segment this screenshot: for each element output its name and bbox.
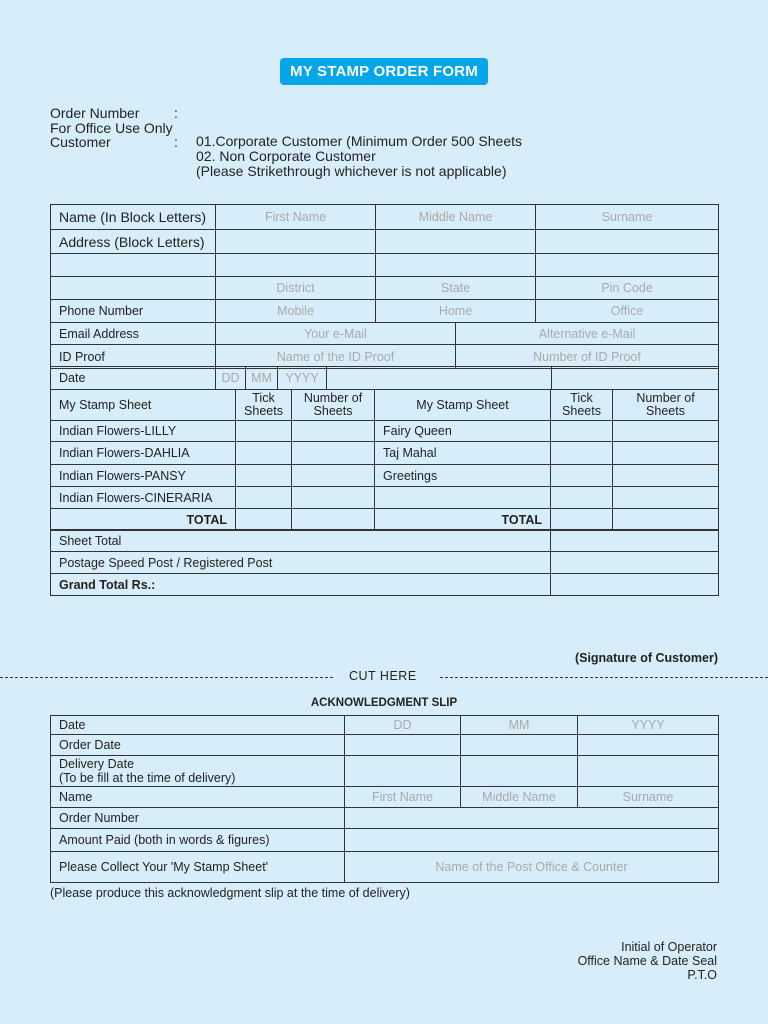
date-mm-field[interactable]: MM [246,367,278,390]
qty-lilly[interactable] [292,421,375,442]
signature-label: (Signature of Customer) [574,651,718,665]
email-label: Email Address [51,323,216,345]
tick-cineraria[interactable] [236,487,292,509]
ack-date-mm[interactable]: MM [461,716,578,735]
ack-title: ACKNOWLEDGMENT SLIP [310,697,458,709]
tick-greetings[interactable] [551,465,613,487]
qty-dahlia[interactable] [292,442,375,465]
office-phone-field[interactable]: Office [536,300,719,323]
date-yyyy-field[interactable]: YYYY [278,367,327,390]
state-field[interactable]: State [376,277,536,300]
sheet-item-dahlia: Indian Flowers-DAHLIA [51,442,236,465]
qty-pansy[interactable] [292,465,375,487]
ack-order-number-label: Order Number [51,808,345,829]
district-blank-label [51,277,216,300]
ack-collect-label: Please Collect Your 'My Stamp Sheet' [51,852,345,883]
id-proof-label: ID Proof [51,345,216,369]
number-header-right: Number of Sheets [613,390,719,421]
cut-here-label: CUT HERE [349,669,417,683]
form-title: MY STAMP ORDER FORM [280,58,488,85]
address-blank-label [51,254,216,277]
sheet-header-left: My Stamp Sheet [51,390,236,421]
total-qty-right[interactable] [613,509,719,531]
cut-line-right [440,677,768,678]
qty-greetings[interactable] [613,465,719,487]
pto-label: P.T.O [687,968,717,982]
district-field[interactable]: District [216,277,376,300]
id-proof-name-field[interactable]: Name of the ID Proof [216,345,456,369]
address-field-2[interactable] [376,230,536,254]
sheet-item-taj-mahal: Taj Mahal [375,442,551,465]
id-proof-number-field[interactable]: Number of ID Proof [456,345,719,369]
number-header-left: Number of Sheets [292,390,375,421]
operator-initial-label: Initial of Operator [621,940,717,954]
tick-pansy[interactable] [236,465,292,487]
tick-dahlia[interactable] [236,442,292,465]
tick-header-right: Tick Sheets [551,390,613,421]
qty-cineraria[interactable] [292,487,375,509]
ack-post-office-field[interactable]: Name of the Post Office & Counter [345,852,719,883]
qty-fairy-queen[interactable] [613,421,719,442]
alt-email-field[interactable]: Alternative e-Mail [456,323,719,345]
total-tick-right[interactable] [551,509,613,531]
ack-delivery-date-yyyy[interactable] [578,756,719,787]
ack-table [50,715,719,883]
order-number-colon: : [174,105,178,121]
ack-order-date-mm[interactable] [461,735,578,756]
ack-middle-name[interactable]: Middle Name [461,787,578,808]
middle-name-field[interactable]: Middle Name [376,205,536,230]
tick-blank[interactable] [551,487,613,509]
ack-date-label: Date [51,716,345,735]
home-phone-field[interactable]: Home [376,300,536,323]
email-field[interactable]: Your e-Mail [216,323,456,345]
office-use-label: For Office Use Only [50,120,173,136]
ack-order-number-field[interactable] [345,808,719,829]
sheet-header-right: My Stamp Sheet [375,390,551,421]
ack-delivery-date-dd[interactable] [345,756,461,787]
address-line2-field-1[interactable] [216,254,376,277]
tick-lilly[interactable] [236,421,292,442]
grand-total-label: Grand Total Rs.: [51,574,551,596]
cut-line-left [0,677,333,678]
qty-blank[interactable] [613,487,719,509]
sheet-item-lilly: Indian Flowers-LILLY [51,421,236,442]
date-label: Date [51,367,216,390]
customer-note: (Please Strikethrough whichever is not applicable) [196,163,507,179]
qty-taj-mahal[interactable] [613,442,719,465]
address-field-1[interactable] [216,230,376,254]
address-line2-field-3[interactable] [536,254,719,277]
name-label: Name (In Block Letters) [51,205,216,230]
date-spacer-right [552,367,719,390]
postage-field[interactable] [551,552,719,574]
tick-taj-mahal[interactable] [551,442,613,465]
ack-order-date-yyyy[interactable] [578,735,719,756]
ack-date-dd[interactable]: DD [345,716,461,735]
operator-block [578,940,717,982]
tick-fairy-queen[interactable] [551,421,613,442]
date-dd-field[interactable]: DD [216,367,246,390]
sheet-item-fairy-queen: Fairy Queen [375,421,551,442]
ack-surname[interactable]: Surname [578,787,719,808]
pin-code-field[interactable]: Pin Code [536,277,719,300]
stamp-sheet-table [50,389,719,531]
address-label: Address (Block Letters) [51,230,216,254]
total-qty-left[interactable] [292,509,375,531]
sheet-item-blank [375,487,551,509]
customer-label: Customer [50,134,111,150]
first-name-field[interactable]: First Name [216,205,376,230]
ack-first-name[interactable]: First Name [345,787,461,808]
ack-order-date-label: Order Date [51,735,345,756]
office-seal-label: Office Name & Date Seal [577,954,717,968]
sheet-total-label: Sheet Total [51,530,551,552]
surname-field[interactable]: Surname [536,205,719,230]
ack-delivery-date-label: Delivery Date (To be fill at the time of delivery) [51,756,345,787]
customer-option-non-corporate: 02. Non Corporate Customer [196,148,376,164]
total-label-left: TOTAL [51,509,236,531]
date-table [50,366,719,390]
customer-colon: : [174,134,178,150]
mobile-field[interactable]: Mobile [216,300,376,323]
address-line2-field-2[interactable] [376,254,536,277]
phone-label: Phone Number [51,300,216,323]
total-tick-left[interactable] [236,509,292,531]
ack-amount-label: Amount Paid (both in words & figures) [51,829,345,852]
ack-delivery-date-mm[interactable] [461,756,578,787]
sheet-total-field[interactable] [551,530,719,552]
total-label-right: TOTAL [375,509,551,531]
ack-name-label: Name [51,787,345,808]
address-field-3[interactable] [536,230,719,254]
ack-order-date-dd[interactable] [345,735,461,756]
ack-date-yyyy[interactable]: YYYY [578,716,719,735]
totals-table [50,529,719,596]
sheet-item-greetings: Greetings [375,465,551,487]
customer-details-table [50,204,719,369]
ack-produce-note: (Please produce this acknowledgment slip at the time of delivery) [50,886,410,900]
date-spacer [327,367,552,390]
order-number-label: Order Number [50,105,140,121]
tick-header-left: Tick Sheets [236,390,292,421]
postage-label: Postage Speed Post / Registered Post [51,552,551,574]
sheet-item-pansy: Indian Flowers-PANSY [51,465,236,487]
sheet-item-cineraria: Indian Flowers-CINERARIA [51,487,236,509]
ack-amount-field[interactable] [345,829,719,852]
grand-total-field[interactable] [551,574,719,596]
customer-option-corporate: 01.Corporate Customer (Minimum Order 500 Sheets [196,133,523,149]
